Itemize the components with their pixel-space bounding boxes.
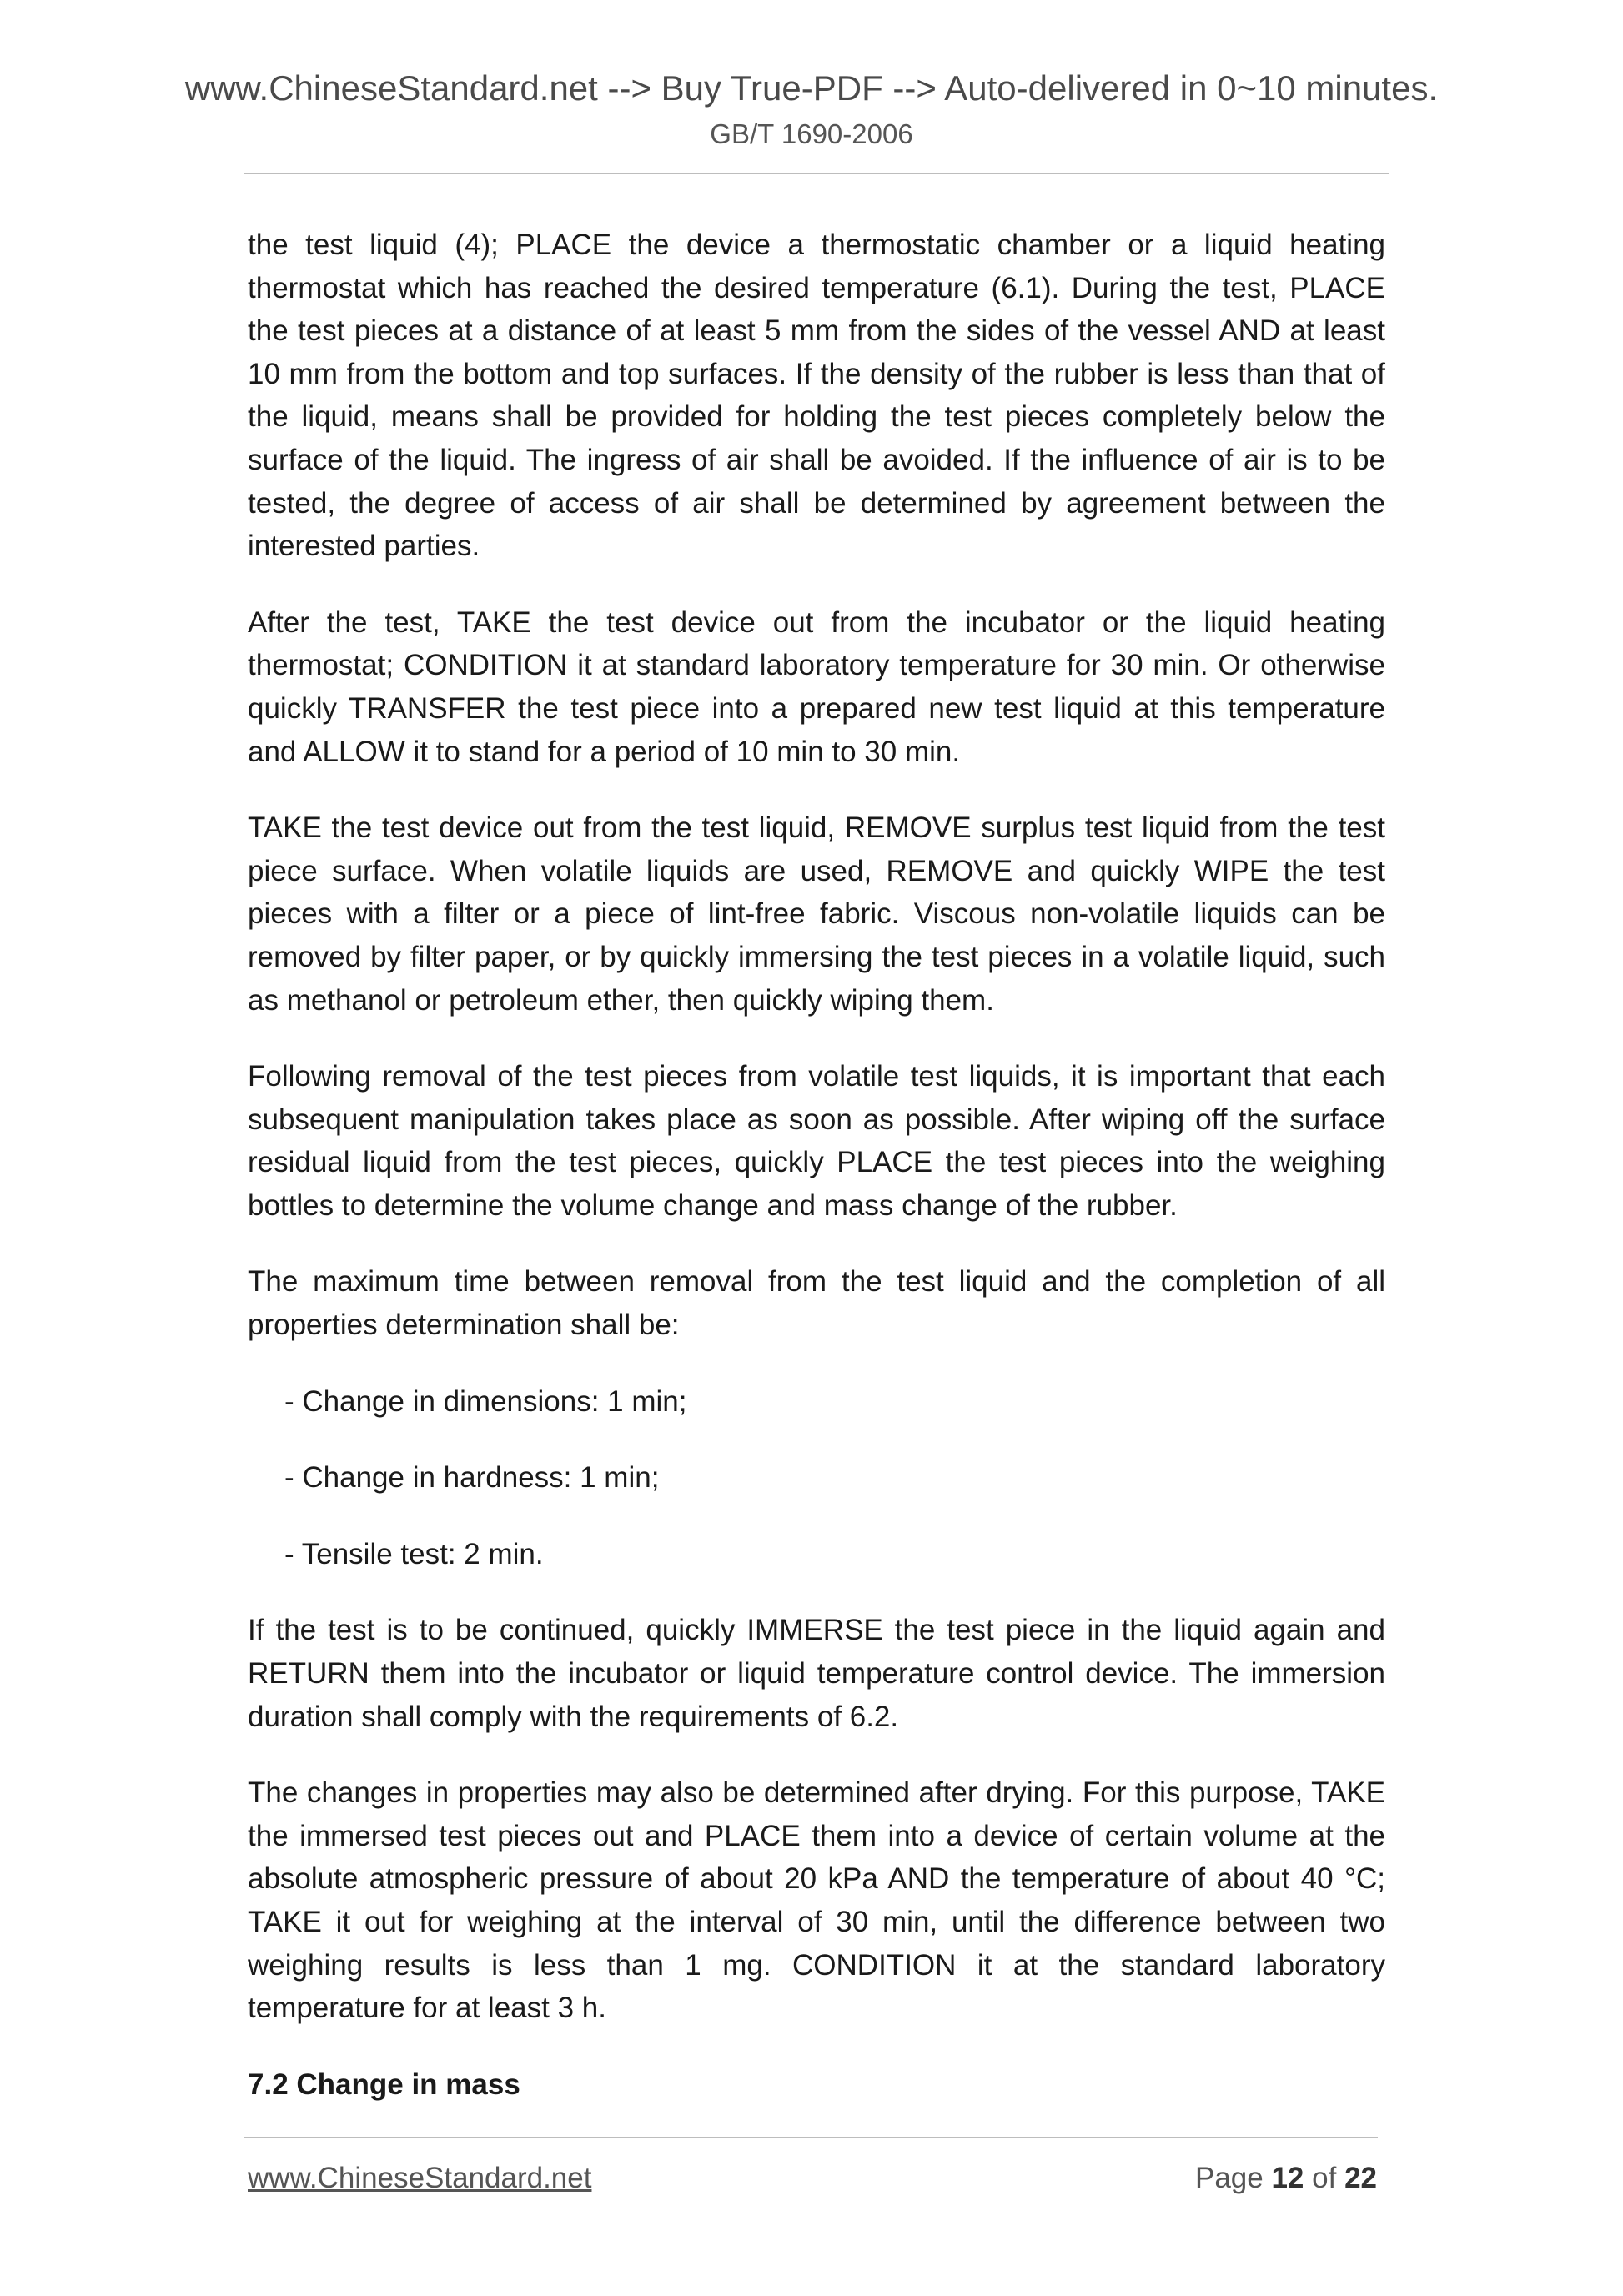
footer-divider xyxy=(244,2137,1378,2138)
document-id: GB/T 1690-2006 xyxy=(710,118,913,149)
list-item: - Change in dimensions: 1 min; xyxy=(284,1384,687,1418)
page-footer xyxy=(248,2158,1377,2199)
header-banner[interactable]: www.ChineseStandard.net --> Buy True-PDF --> Auto-delivered in 0~10 minutes. xyxy=(184,68,1439,108)
page-header xyxy=(0,65,1623,153)
list-item: - Change in hardness: 1 min; xyxy=(284,1461,660,1495)
total-pages: 22 xyxy=(1344,2162,1377,2194)
current-page: 12 xyxy=(1271,2162,1304,2194)
section-heading: 7.2 Change in mass xyxy=(248,2067,520,2101)
header-divider xyxy=(244,173,1389,174)
paragraph: After the test, TAKE the test device out from the incubator or the liquid heating thermostat; CONDITION it at standard laboratory temperature for 30 min. Or otherwise quickly TRANSFER the test piece into a prepared new test liquid at this temperature and ALLOW it to stand for a period of 10 min to 30 min. xyxy=(248,605,1385,768)
paragraph: The maximum time between removal from the test liquid and the completion of all properties determination shall be: xyxy=(248,1265,1385,1342)
document-body xyxy=(248,224,1385,2106)
list-item: - Tensile test: 2 min. xyxy=(284,1537,544,1570)
paragraph: The changes in properties may also be determined after drying. For this purpose, TAKE the immersed test pieces out and PLACE them into a device of certain volume at the absolute atmospheric pressure of about 20 kPa AND the temperature of about 40 °C; TAKE it out for weighing at the interval of 30 min, until the difference between two weighing results is less than 1 mg. CONDITION it at the standard laboratory temperature for at least 3 h. xyxy=(248,1776,1385,2025)
paragraph: If the test is to be continued, quickly IMMERSE the test piece in the liquid again and RETURN them into the incubator or liquid temperature control device. The immersion duration shall comply with the requirements of 6.2. xyxy=(248,1614,1385,1733)
page-word: Page xyxy=(1194,2162,1264,2194)
paragraph: the test liquid (4); PLACE the device a thermostatic chamber or a liquid heating thermostat which has reached the desired temperature (6.1). During the test, PLACE the test pieces at a distance of at least 5 mm from the sides of the vessel AND at least 10 mm from the bottom and top surfaces. If the density of the rubber is less than that of the liquid, means shall be provided for holding the test pieces completely below the surface of the liquid. The ingress of air shall be avoided. If the influence of air is to be tested, the degree of access of air shall be determined by agreement between the interested parties. xyxy=(248,229,1385,563)
page-number xyxy=(1195,2158,1377,2199)
paragraph: Following removal of the test pieces from volatile test liquids, it is important that each subsequent manipulation takes place as soon as possible. After wiping off the surface residual liquid from the test pieces, quickly PLACE the test pieces into the weighing bottles to determine the volume change and mass change of the rubber. xyxy=(248,1060,1385,1222)
paragraph: TAKE the test device out from the test liquid, REMOVE surplus test liquid from the test piece surface. When volatile liquids are used, REMOVE and quickly WIPE the test pieces with a filter or a piece of lint-free fabric. Viscous non-volatile liquids can be removed by filter paper, or by quickly immersing the test pieces in a volatile liquid, such as methanol or petroleum ether, then quickly wiping them. xyxy=(248,811,1385,1017)
footer-site-link[interactable]: www.ChineseStandard.net xyxy=(248,2162,592,2194)
of-word: of xyxy=(1312,2162,1337,2194)
